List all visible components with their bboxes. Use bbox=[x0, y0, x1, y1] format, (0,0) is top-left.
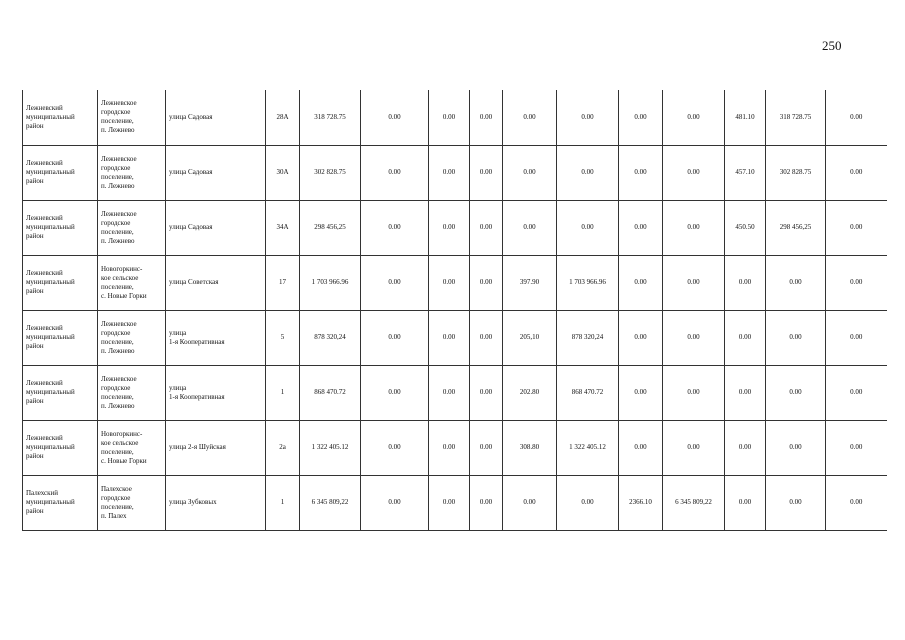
district-cell: Лежневский муниципальный район bbox=[23, 145, 98, 200]
value-cell: 0.00 bbox=[725, 310, 766, 365]
value-cell: 0.00 bbox=[663, 200, 725, 255]
value-cell: 202.80 bbox=[503, 365, 557, 420]
settlement-cell: Лежневское городское поселение, п. Лежнево bbox=[98, 90, 166, 145]
value-cell: 0.00 bbox=[766, 475, 826, 530]
settlement-cell: Лежневское городское поселение, п. Лежнево bbox=[98, 200, 166, 255]
value-cell: 0.00 bbox=[503, 200, 557, 255]
value-cell: 205,10 bbox=[503, 310, 557, 365]
district-cell: Лежневский муниципальный район bbox=[23, 420, 98, 475]
value-cell: 868 470.72 bbox=[557, 365, 619, 420]
district-cell: Палехский муниципальный район bbox=[23, 475, 98, 530]
settlement-cell: Новогоркинс- кое сельское поселение, с. Новые Горки bbox=[98, 420, 166, 475]
house-number-cell: 1 bbox=[266, 365, 300, 420]
district-cell: Лежневский муниципальный район bbox=[23, 90, 98, 145]
value-cell: 6 345 809,22 bbox=[663, 475, 725, 530]
value-cell: 0.00 bbox=[619, 365, 663, 420]
value-cell: 2366.10 bbox=[619, 475, 663, 530]
value-cell: 0.00 bbox=[663, 365, 725, 420]
table-row bbox=[23, 365, 887, 420]
value-cell: 457.10 bbox=[725, 145, 766, 200]
settlement-cell: Лежневское городское поселение, п. Лежнево bbox=[98, 145, 166, 200]
value-cell: 0.00 bbox=[826, 475, 887, 530]
value-cell: 1 703 966.96 bbox=[300, 255, 361, 310]
value-cell: 0.00 bbox=[470, 145, 503, 200]
value-cell: 0.00 bbox=[470, 475, 503, 530]
value-cell: 0.00 bbox=[429, 90, 470, 145]
house-number-cell: 30А bbox=[266, 145, 300, 200]
value-cell: 298 456,25 bbox=[300, 200, 361, 255]
value-cell: 0.00 bbox=[361, 310, 429, 365]
street-cell: улица 1-я Кооперативная bbox=[166, 310, 266, 365]
value-cell: 0.00 bbox=[429, 255, 470, 310]
value-cell: 0.00 bbox=[766, 420, 826, 475]
value-cell: 0.00 bbox=[619, 255, 663, 310]
value-cell: 0.00 bbox=[766, 255, 826, 310]
settlement-cell: Новогоркинс- кое сельское поселение, с. Новые Горки bbox=[98, 255, 166, 310]
value-cell: 0.00 bbox=[429, 310, 470, 365]
house-number-cell: 28А bbox=[266, 90, 300, 145]
value-cell: 0.00 bbox=[503, 475, 557, 530]
value-cell: 0.00 bbox=[470, 200, 503, 255]
value-cell: 302 828.75 bbox=[766, 145, 826, 200]
value-cell: 0.00 bbox=[826, 145, 887, 200]
table-row bbox=[23, 420, 887, 475]
value-cell: 318 728.75 bbox=[300, 90, 361, 145]
value-cell: 0.00 bbox=[470, 365, 503, 420]
street-cell: улица 2-я Шуйская bbox=[166, 420, 266, 475]
value-cell: 481.10 bbox=[725, 90, 766, 145]
value-cell: 0.00 bbox=[725, 420, 766, 475]
value-cell: 0.00 bbox=[725, 475, 766, 530]
value-cell: 302 828.75 bbox=[300, 145, 361, 200]
value-cell: 0.00 bbox=[361, 90, 429, 145]
value-cell: 0.00 bbox=[361, 420, 429, 475]
value-cell: 0.00 bbox=[470, 420, 503, 475]
street-cell: улица Садовая bbox=[166, 200, 266, 255]
house-number-cell: 1 bbox=[266, 475, 300, 530]
value-cell: 0.00 bbox=[663, 145, 725, 200]
table-row bbox=[23, 145, 887, 200]
value-cell: 0.00 bbox=[361, 475, 429, 530]
value-cell: 0.00 bbox=[470, 90, 503, 145]
value-cell: 0.00 bbox=[725, 255, 766, 310]
value-cell: 0.00 bbox=[361, 200, 429, 255]
value-cell: 0.00 bbox=[826, 310, 887, 365]
value-cell: 0.00 bbox=[826, 90, 887, 145]
table-row bbox=[23, 255, 887, 310]
value-cell: 0.00 bbox=[663, 255, 725, 310]
value-cell: 0.00 bbox=[503, 145, 557, 200]
value-cell: 878 320,24 bbox=[300, 310, 361, 365]
value-cell: 318 728.75 bbox=[766, 90, 826, 145]
value-cell: 298 456,25 bbox=[766, 200, 826, 255]
value-cell: 450.50 bbox=[725, 200, 766, 255]
value-cell: 0.00 bbox=[429, 200, 470, 255]
value-cell: 0.00 bbox=[429, 475, 470, 530]
street-cell: улица Советская bbox=[166, 255, 266, 310]
settlement-cell: Палехское городское поселение, п. Палех bbox=[98, 475, 166, 530]
value-cell: 0.00 bbox=[557, 475, 619, 530]
value-cell: 0.00 bbox=[766, 310, 826, 365]
house-number-cell: 5 bbox=[266, 310, 300, 365]
value-cell: 0.00 bbox=[619, 145, 663, 200]
value-cell: 0.00 bbox=[826, 365, 887, 420]
value-cell: 0.00 bbox=[663, 420, 725, 475]
value-cell: 0.00 bbox=[826, 200, 887, 255]
district-cell: Лежневский муниципальный район bbox=[23, 200, 98, 255]
value-cell: 0.00 bbox=[503, 90, 557, 145]
value-cell: 397.90 bbox=[503, 255, 557, 310]
value-cell: 6 345 809,22 bbox=[300, 475, 361, 530]
value-cell: 0.00 bbox=[429, 365, 470, 420]
street-cell: улица Зубковых bbox=[166, 475, 266, 530]
value-cell: 0.00 bbox=[557, 200, 619, 255]
value-cell: 0.00 bbox=[361, 365, 429, 420]
value-cell: 868 470.72 bbox=[300, 365, 361, 420]
value-cell: 0.00 bbox=[429, 145, 470, 200]
house-number-cell: 17 bbox=[266, 255, 300, 310]
value-cell: 0.00 bbox=[619, 420, 663, 475]
value-cell: 1 322 405.12 bbox=[557, 420, 619, 475]
value-cell: 0.00 bbox=[766, 365, 826, 420]
value-cell: 308.80 bbox=[503, 420, 557, 475]
district-cell: Лежневский муниципальный район bbox=[23, 255, 98, 310]
value-cell: 1 322 405.12 bbox=[300, 420, 361, 475]
value-cell: 0.00 bbox=[663, 310, 725, 365]
settlement-cell: Лежневское городское поселение, п. Лежнево bbox=[98, 365, 166, 420]
value-cell: 1 703 966.96 bbox=[557, 255, 619, 310]
district-cell: Лежневский муниципальный район bbox=[23, 365, 98, 420]
house-number-cell: 34А bbox=[266, 200, 300, 255]
table-row bbox=[23, 310, 887, 365]
table-row bbox=[23, 475, 887, 530]
value-cell: 0.00 bbox=[663, 90, 725, 145]
value-cell: 0.00 bbox=[826, 255, 887, 310]
value-cell: 0.00 bbox=[557, 145, 619, 200]
housing-register-table bbox=[22, 90, 887, 531]
district-cell: Лежневский муниципальный район bbox=[23, 310, 98, 365]
value-cell: 0.00 bbox=[361, 255, 429, 310]
table-row bbox=[23, 90, 887, 145]
table-row bbox=[23, 200, 887, 255]
value-cell: 0.00 bbox=[619, 200, 663, 255]
street-cell: улица 1-я Кооперативная bbox=[166, 365, 266, 420]
value-cell: 0.00 bbox=[470, 310, 503, 365]
value-cell: 0.00 bbox=[619, 310, 663, 365]
value-cell: 878 320,24 bbox=[557, 310, 619, 365]
value-cell: 0.00 bbox=[361, 145, 429, 200]
value-cell: 0.00 bbox=[470, 255, 503, 310]
value-cell: 0.00 bbox=[725, 365, 766, 420]
value-cell: 0.00 bbox=[557, 90, 619, 145]
page-number: 250 bbox=[822, 38, 842, 53]
value-cell: 0.00 bbox=[429, 420, 470, 475]
settlement-cell: Лежневское городское поселение, п. Лежнево bbox=[98, 310, 166, 365]
street-cell: улица Садовая bbox=[166, 145, 266, 200]
house-number-cell: 2а bbox=[266, 420, 300, 475]
value-cell: 0.00 bbox=[619, 90, 663, 145]
value-cell: 0.00 bbox=[826, 420, 887, 475]
street-cell: улица Садовая bbox=[166, 90, 266, 145]
